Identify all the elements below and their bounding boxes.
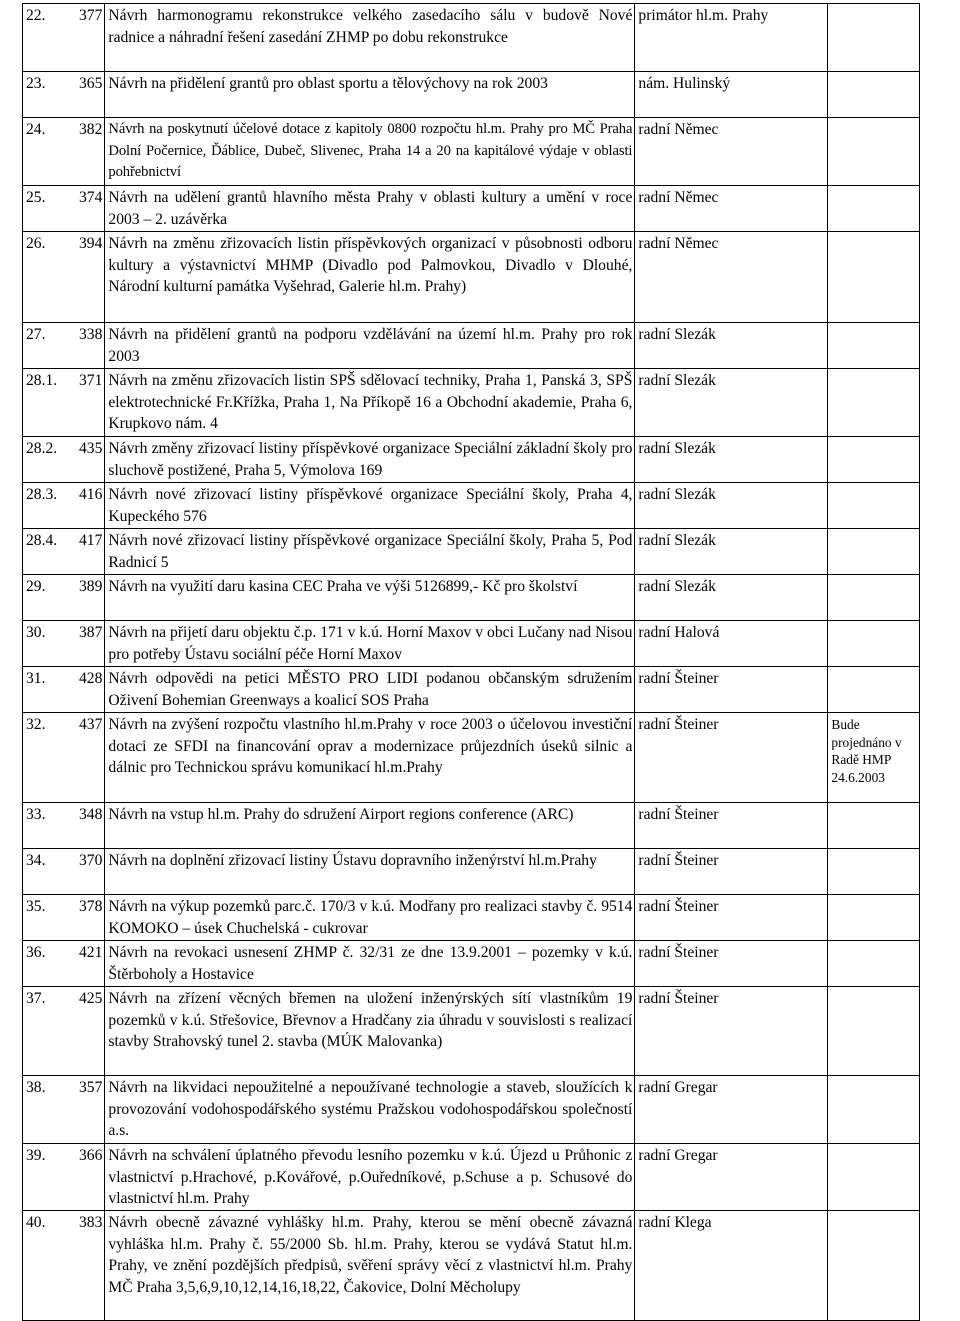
item-note bbox=[828, 72, 920, 118]
item-title: Návrh na schválení úplatného převodu lesního pozemku v k.ú. Újezd u Průhonic z vlastnictví p.Hrachové, p.Kovářové, p.Ouředníkové, p.Schuse a p. Schusové do vlastnictví hl.m. Prahy bbox=[105, 1144, 635, 1211]
item-presenter: primátor hl.m. Prahy bbox=[635, 4, 828, 72]
item-presenter: radní Gregar bbox=[635, 1076, 828, 1144]
item-number-cell bbox=[23, 1076, 105, 1144]
item-number-cell bbox=[23, 483, 105, 529]
item-order-number: 38. bbox=[26, 1079, 46, 1096]
item-presenter: radní Němec bbox=[635, 186, 828, 232]
agenda-row bbox=[23, 4, 920, 72]
item-note bbox=[828, 895, 920, 941]
item-print-number: 417 bbox=[79, 532, 103, 549]
item-presenter: radní Slezák bbox=[635, 323, 828, 369]
item-note bbox=[828, 575, 920, 621]
agenda-row bbox=[23, 186, 920, 232]
item-print-number: 428 bbox=[79, 670, 103, 687]
agenda-row bbox=[23, 369, 920, 437]
item-note bbox=[828, 667, 920, 713]
item-presenter: radní Šteiner bbox=[635, 849, 828, 895]
agenda-row bbox=[23, 941, 920, 987]
item-note bbox=[828, 621, 920, 667]
item-title: Návrh na poskytnutí účelové dotace z kapitoly 0800 rozpočtu hl.m. Prahy pro MČ Praha Dolní Počernice, Ďáblice, Dubeč, Slivenec, Praha 14 a 20 na kapitálové výdaje v oblasti pohřebnictví bbox=[105, 118, 635, 186]
item-presenter: radní Halová bbox=[635, 621, 828, 667]
item-order-number: 32. bbox=[26, 716, 46, 733]
item-presenter: radní Šteiner bbox=[635, 895, 828, 941]
item-order-number: 22. bbox=[26, 7, 46, 24]
item-title: Návrh na přidělení grantů na podporu vzdělávání na území hl.m. Prahy pro rok 2003 bbox=[105, 323, 635, 369]
agenda-row bbox=[23, 232, 920, 323]
item-number-cell bbox=[23, 1211, 105, 1321]
item-print-number: 425 bbox=[79, 990, 103, 1007]
item-presenter: radní Slezák bbox=[635, 529, 828, 575]
item-presenter: radní Klega bbox=[635, 1211, 828, 1321]
item-order-number: 35. bbox=[26, 898, 46, 915]
item-note bbox=[828, 4, 920, 72]
item-presenter: radní Slezák bbox=[635, 369, 828, 437]
item-note bbox=[828, 1076, 920, 1144]
item-note bbox=[828, 232, 920, 323]
agenda-row bbox=[23, 118, 920, 186]
item-print-number: 416 bbox=[79, 486, 103, 503]
item-number-cell bbox=[23, 369, 105, 437]
item-title: Návrh na výkup pozemků parc.č. 170/3 v k.ú. Modřany pro realizaci stavby č. 9514 KOMOKO – úsek Chuchelská - cukrovar bbox=[105, 895, 635, 941]
item-title: Návrh na zvýšení rozpočtu vlastního hl.m.Prahy v roce 2003 o účelovou investiční dotaci ze SFDI na financování oprav a modernizace průjezdních úseků silnic a dálnic pro Technickou správu komunikací hl.m.Prahy bbox=[105, 713, 635, 803]
item-note bbox=[828, 323, 920, 369]
item-number-cell bbox=[23, 713, 105, 803]
item-number-cell bbox=[23, 621, 105, 667]
item-number-cell bbox=[23, 323, 105, 369]
item-title: Návrh na přidělení grantů pro oblast sportu a tělovýchovy na rok 2003 bbox=[105, 72, 635, 118]
item-print-number: 437 bbox=[79, 716, 103, 733]
item-note bbox=[828, 529, 920, 575]
item-print-number: 389 bbox=[79, 578, 103, 595]
item-number-cell bbox=[23, 1144, 105, 1211]
item-title: Návrh na udělení grantů hlavního města Prahy v oblasti kultury a umění v roce 2003 – 2. uzávěrka bbox=[105, 186, 635, 232]
item-print-number: 383 bbox=[79, 1214, 103, 1231]
item-print-number: 387 bbox=[79, 624, 103, 641]
item-order-number: 28.4. bbox=[26, 532, 58, 549]
item-note bbox=[828, 118, 920, 186]
item-order-number: 39. bbox=[26, 1147, 46, 1164]
agenda-row bbox=[23, 1211, 920, 1321]
item-title: Návrh nové zřizovací listiny příspěvkové organizace Speciální školy, Praha 5, Pod Radnicí 5 bbox=[105, 529, 635, 575]
agenda-row bbox=[23, 323, 920, 369]
item-order-number: 24. bbox=[26, 121, 46, 138]
item-print-number: 435 bbox=[79, 440, 103, 457]
item-note bbox=[828, 849, 920, 895]
item-order-number: 34. bbox=[26, 852, 46, 869]
item-presenter: radní Gregar bbox=[635, 1144, 828, 1211]
agenda-row bbox=[23, 575, 920, 621]
item-order-number: 40. bbox=[26, 1214, 46, 1231]
item-print-number: 421 bbox=[79, 944, 103, 961]
item-number-cell bbox=[23, 437, 105, 483]
item-print-number: 357 bbox=[79, 1079, 103, 1096]
item-note bbox=[828, 713, 920, 803]
item-print-number: 382 bbox=[79, 121, 103, 138]
item-title: Návrh obecně závazné vyhlášky hl.m. Prahy, kterou se mění obecně závazná vyhláška hl.m. Prahy č. 55/2000 Sb. hl.m. Prahy, kterou se vydává Statut hl.m. Prahy, ve znění pozdějších předpisů, svěření správy věcí z vlastnictví hl.m. Prahy MČ Praha 3,5,6,9,10,12,14,16,18,22, Čakovice, Dolní Měcholupy bbox=[105, 1211, 635, 1321]
item-note bbox=[828, 941, 920, 987]
item-title: Návrh harmonogramu rekonstrukce velkého zasedacího sálu v budově Nové radnice a náhradní řešení zasedání ZHMP po dobu rekonstrukce bbox=[105, 4, 635, 72]
item-title: Návrh na likvidaci nepoužitelné a nepoužívané technologie a staveb, sloužících k provozování vodohospodářského systému Pražskou vodohospodářskou společností a.s. bbox=[105, 1076, 635, 1144]
item-title: Návrh na přijetí daru objektu č.p. 171 v k.ú. Horní Maxov v obci Lučany nad Nisou pro potřeby Ústavu sociální péče Horní Maxov bbox=[105, 621, 635, 667]
item-number-cell bbox=[23, 72, 105, 118]
item-print-number: 374 bbox=[79, 189, 103, 206]
item-order-number: 37. bbox=[26, 990, 46, 1007]
item-note bbox=[828, 483, 920, 529]
agenda-row bbox=[23, 667, 920, 713]
item-title: Návrh odpovědi na petici MĚSTO PRO LIDI podanou občanským sdružením Oživení Bohemian Greenways a koalicí SOS Praha bbox=[105, 667, 635, 713]
item-print-number: 366 bbox=[79, 1147, 103, 1164]
item-note bbox=[828, 369, 920, 437]
item-number-cell bbox=[23, 667, 105, 713]
item-note bbox=[828, 987, 920, 1076]
item-order-number: 25. bbox=[26, 189, 46, 206]
item-number-cell bbox=[23, 529, 105, 575]
item-order-number: 23. bbox=[26, 75, 46, 92]
item-presenter: radní Šteiner bbox=[635, 941, 828, 987]
item-order-number: 28.1. bbox=[26, 372, 58, 389]
agenda-row bbox=[23, 987, 920, 1076]
item-number-cell bbox=[23, 895, 105, 941]
item-number-cell bbox=[23, 987, 105, 1076]
item-presenter: radní Slezák bbox=[635, 483, 828, 529]
item-number-cell bbox=[23, 849, 105, 895]
item-number-cell bbox=[23, 118, 105, 186]
item-presenter: nám. Hulinský bbox=[635, 72, 828, 118]
item-presenter: radní Slezák bbox=[635, 437, 828, 483]
item-title: Návrh na revokaci usnesení ZHMP č. 32/31 ze dne 13.9.2001 – pozemky v k.ú. Štěrboholy a Hostavice bbox=[105, 941, 635, 987]
item-print-number: 394 bbox=[79, 235, 103, 252]
item-order-number: 36. bbox=[26, 944, 46, 961]
item-presenter: radní Šteiner bbox=[635, 803, 828, 849]
item-print-number: 378 bbox=[79, 898, 103, 915]
item-title: Návrh změny zřizovací listiny příspěvkové organizace Speciální základní školy pro sluchově postižené, Praha 5, Výmolova 169 bbox=[105, 437, 635, 483]
agenda-row bbox=[23, 713, 920, 803]
item-order-number: 27. bbox=[26, 326, 46, 343]
item-title: Návrh na vstup hl.m. Prahy do sdružení Airport regions conference (ARC) bbox=[105, 803, 635, 849]
item-title: Návrh na doplnění zřizovací listiny Ústavu dopravního inženýrství hl.m.Prahy bbox=[105, 849, 635, 895]
item-print-number: 365 bbox=[79, 75, 103, 92]
item-note bbox=[828, 437, 920, 483]
item-number-cell bbox=[23, 186, 105, 232]
item-print-number: 371 bbox=[79, 372, 103, 389]
item-print-number: 348 bbox=[79, 806, 103, 823]
item-order-number: 28.2. bbox=[26, 440, 58, 457]
item-presenter: radní Slezák bbox=[635, 575, 828, 621]
agenda-table bbox=[22, 3, 920, 1321]
item-note bbox=[828, 803, 920, 849]
item-number-cell bbox=[23, 941, 105, 987]
item-order-number: 28.3. bbox=[26, 486, 58, 503]
agenda-row bbox=[23, 529, 920, 575]
item-title: Návrh na změnu zřizovacích listin SPŠ sdělovací techniky, Praha 1, Panská 3, SPŠ elektrotechnické Fr.Křížka, Praha 1, Na Příkopě 16 a Obchodní akademie, Praha 6, Krupkovo nám. 4 bbox=[105, 369, 635, 437]
item-print-number: 338 bbox=[79, 326, 103, 343]
agenda-row bbox=[23, 895, 920, 941]
agenda-row bbox=[23, 72, 920, 118]
item-presenter: radní Němec bbox=[635, 232, 828, 323]
item-number-cell bbox=[23, 4, 105, 72]
agenda-row bbox=[23, 437, 920, 483]
agenda-rows bbox=[23, 4, 920, 1321]
item-presenter: radní Šteiner bbox=[635, 713, 828, 803]
item-print-number: 370 bbox=[79, 852, 103, 869]
item-presenter: radní Šteiner bbox=[635, 667, 828, 713]
item-number-cell bbox=[23, 575, 105, 621]
item-title: Návrh na zřízení věcných břemen na uložení inženýrských sítí vlastníkům 19 pozemků v k.ú. Střešovice, Břevnov a Hradčany zia úhradu v souvislosti s realizací stavby Strahovský tunel 2. stavba (MÚK Malovanka) bbox=[105, 987, 635, 1076]
item-presenter: radní Němec bbox=[635, 118, 828, 186]
item-order-number: 26. bbox=[26, 235, 46, 252]
agenda-row bbox=[23, 849, 920, 895]
item-note bbox=[828, 186, 920, 232]
item-order-number: 31. bbox=[26, 670, 46, 687]
agenda-row bbox=[23, 803, 920, 849]
item-title: Návrh na změnu zřizovacích listin příspěvkových organizací v působnosti odboru kultury a výstavnictví MHMP (Divadlo pod Palmovkou, Divadlo v Dlouhé, Národní kulturní památka Vyšehrad, Galerie hl.m. Prahy) bbox=[105, 232, 635, 323]
item-order-number: 30. bbox=[26, 624, 46, 641]
agenda-row bbox=[23, 1076, 920, 1144]
item-number-cell bbox=[23, 803, 105, 849]
item-number-cell bbox=[23, 232, 105, 323]
item-order-number: 33. bbox=[26, 806, 46, 823]
item-print-number: 377 bbox=[79, 7, 103, 24]
item-note bbox=[828, 1211, 920, 1321]
item-title: Návrh nové zřizovací listiny příspěvkové organizace Speciální školy, Praha 4, Kupeckého 576 bbox=[105, 483, 635, 529]
item-note bbox=[828, 1144, 920, 1211]
item-title: Návrh na využití daru kasina CEC Praha ve výši 5126899,- Kč pro školství bbox=[105, 575, 635, 621]
item-order-number: 29. bbox=[26, 578, 46, 595]
agenda-row bbox=[23, 621, 920, 667]
item-note-text: Bude projednáno v Radě HMP 24.6.2003 bbox=[831, 717, 902, 785]
item-presenter: radní Šteiner bbox=[635, 987, 828, 1076]
agenda-row bbox=[23, 1144, 920, 1211]
agenda-row bbox=[23, 483, 920, 529]
